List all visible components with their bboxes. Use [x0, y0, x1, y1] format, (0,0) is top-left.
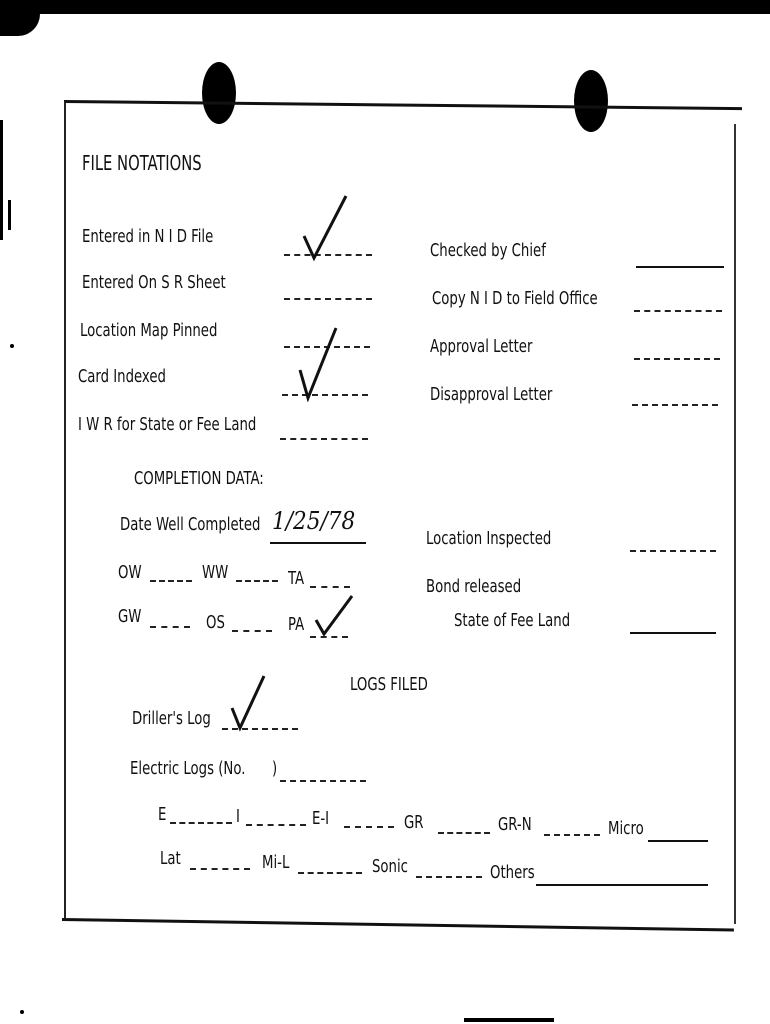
location-inspected-blank: [630, 550, 716, 552]
log-micro-blank: [648, 840, 708, 842]
date-underline: [270, 542, 366, 544]
date-well-completed-label: Date Well Completed: [120, 514, 261, 535]
log-e-label: E: [158, 804, 167, 825]
log-grn-label: GR-N: [498, 814, 532, 835]
log-lat-blank: [190, 868, 250, 870]
completion-heading: COMPLETION DATA:: [134, 468, 264, 489]
location-inspected-label: Location Inspected: [426, 528, 552, 549]
ta-blank: [310, 586, 350, 588]
log-sonic-blank: [416, 876, 482, 878]
disapproval-letter-blank: [632, 404, 718, 406]
copy-nid-blank: [634, 310, 722, 312]
electric-logs-label: Electric Logs (No.: [130, 758, 246, 779]
os-blank: [232, 630, 272, 632]
scan-left-edge-mark: [0, 120, 3, 240]
iwr-label: I W R for State or Fee Land: [78, 414, 257, 435]
log-mil-blank: [298, 872, 362, 874]
log-i-label: I: [236, 806, 240, 827]
page-title: FILE NOTATIONS: [82, 151, 202, 175]
check-mark-icon: [228, 672, 272, 732]
approval-letter-blank: [634, 358, 720, 360]
ta-label: TA: [288, 568, 305, 589]
bond-released-label: Bond released: [426, 576, 522, 597]
pa-label: PA: [288, 614, 305, 635]
entered-nid-label: Entered in N I D File: [82, 226, 214, 247]
approval-letter-label: Approval Letter: [430, 336, 533, 357]
date-well-completed-value: 1/25/78: [272, 507, 356, 535]
logs-filed-heading: LOGS FILED: [350, 674, 428, 695]
entered-sr-blank: [284, 298, 372, 300]
checked-by-chief-blank: [636, 266, 724, 268]
scan-top-edge: [0, 0, 770, 14]
gw-blank: [150, 626, 190, 628]
location-map-label: Location Map Pinned: [80, 320, 218, 341]
ww-blank: [236, 580, 278, 582]
os-label: OS: [206, 612, 225, 633]
electric-logs-close: ): [272, 758, 278, 779]
log-ei-label: E-I: [312, 808, 330, 829]
log-micro-label: Micro: [608, 818, 644, 839]
ow-label: OW: [118, 562, 142, 583]
scan-speck: [10, 344, 14, 348]
log-lat-label: Lat: [160, 848, 181, 869]
log-ei-blank: [344, 826, 394, 828]
drillers-log-label: Driller's Log: [132, 708, 211, 729]
state-fee-land-label: State of Fee Land: [454, 610, 571, 631]
check-mark-icon: [296, 322, 346, 402]
ww-label: WW: [202, 562, 229, 583]
copy-nid-label: Copy N I D to Field Office: [432, 288, 598, 309]
log-grn-blank: [544, 834, 600, 836]
log-sonic-label: Sonic: [372, 856, 408, 877]
state-fee-land-blank: [630, 632, 716, 634]
log-e-blank: [170, 822, 232, 824]
scan-bottom-mark: [464, 1018, 554, 1022]
log-i-blank: [246, 824, 306, 826]
scan-corner: [0, 14, 40, 36]
iwr-blank: [280, 438, 368, 440]
check-mark-icon: [312, 592, 356, 638]
checked-by-chief-label: Checked by Chief: [430, 240, 546, 261]
entered-sr-label: Entered On S R Sheet: [82, 272, 226, 293]
log-mil-label: Mi-L: [262, 852, 290, 873]
check-mark-icon: [296, 192, 356, 264]
ow-blank: [150, 580, 192, 582]
log-others-label: Others: [490, 862, 535, 883]
scan-speck: [20, 1010, 24, 1014]
disapproval-letter-label: Disapproval Letter: [430, 384, 553, 405]
card-indexed-label: Card Indexed: [78, 366, 166, 387]
log-gr-blank: [438, 832, 490, 834]
log-gr-label: GR: [404, 812, 424, 833]
scan-left-edge-mark: [8, 200, 11, 230]
gw-label: GW: [118, 606, 142, 627]
electric-logs-blank: [280, 780, 366, 782]
log-others-blank: [536, 884, 708, 886]
